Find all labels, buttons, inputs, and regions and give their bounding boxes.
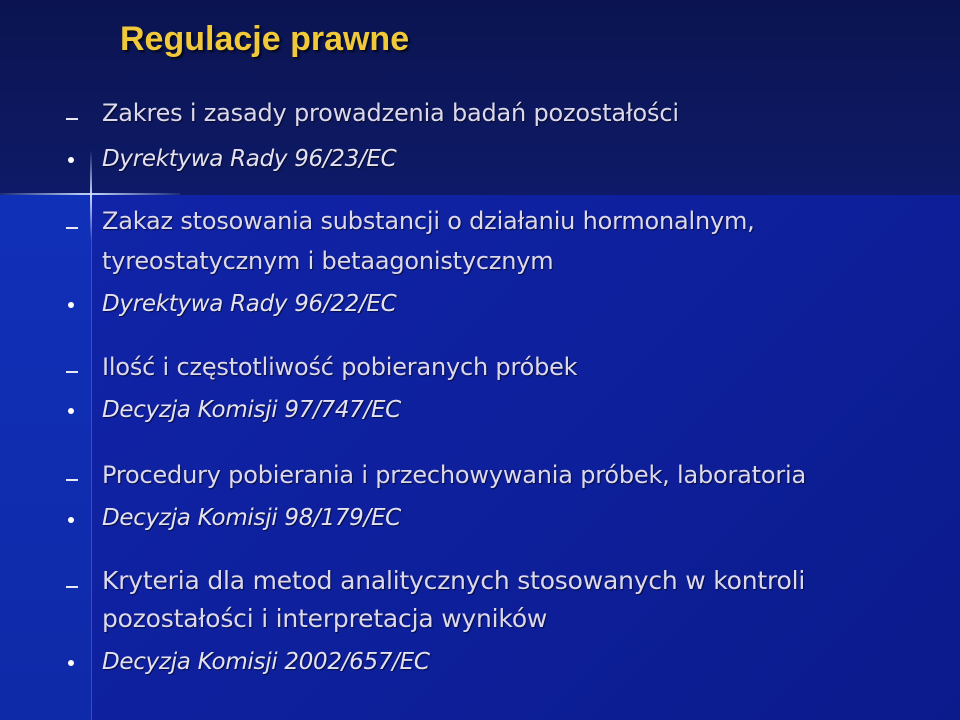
dot-bullet-icon (68, 157, 74, 163)
dash-bullet-icon (66, 227, 78, 229)
item-5-document: Decyzja Komisji 2002/657/EC (102, 649, 430, 675)
item-1-document: Dyrektywa Rady 96/23/EC (102, 146, 397, 172)
item-1-heading: Zakres i zasady prowadzenia badań pozostałości (102, 99, 679, 127)
divider-line (91, 195, 92, 720)
dot-bullet-icon (68, 660, 74, 666)
item-4-document: Decyzja Komisji 98/179/EC (102, 505, 401, 531)
item-5-heading-line-2: pozostałości i interpretacja wyników (102, 604, 548, 633)
left-panel (0, 195, 92, 720)
item-2-document: Dyrektywa Rady 96/22/EC (102, 291, 397, 317)
item-3-heading: Ilość i częstotliwość pobieranych próbek (102, 353, 578, 381)
dash-bullet-icon (66, 371, 78, 373)
dot-bullet-icon (68, 517, 74, 523)
item-4-heading: Procedury pobierania i przechowywania próbek, laboratoria (102, 461, 807, 489)
dash-bullet-icon (66, 118, 78, 120)
dot-bullet-icon (68, 302, 74, 308)
dash-bullet-icon (66, 586, 78, 588)
item-2-heading-line-2: tyreostatycznym i betaagonistycznym (102, 247, 554, 275)
slide-title: Regulacje prawne (120, 20, 410, 58)
item-5-heading-line-1: Kryteria dla metod analitycznych stosowanych w kontroli (102, 566, 806, 595)
cross-vertical-line (90, 150, 92, 240)
dash-bullet-icon (66, 479, 78, 481)
item-2-heading-line-1: Zakaz stosowania substancji o działaniu hormonalnym, (102, 207, 755, 235)
dot-bullet-icon (68, 408, 74, 414)
item-3-document: Decyzja Komisji 97/747/EC (102, 397, 401, 423)
